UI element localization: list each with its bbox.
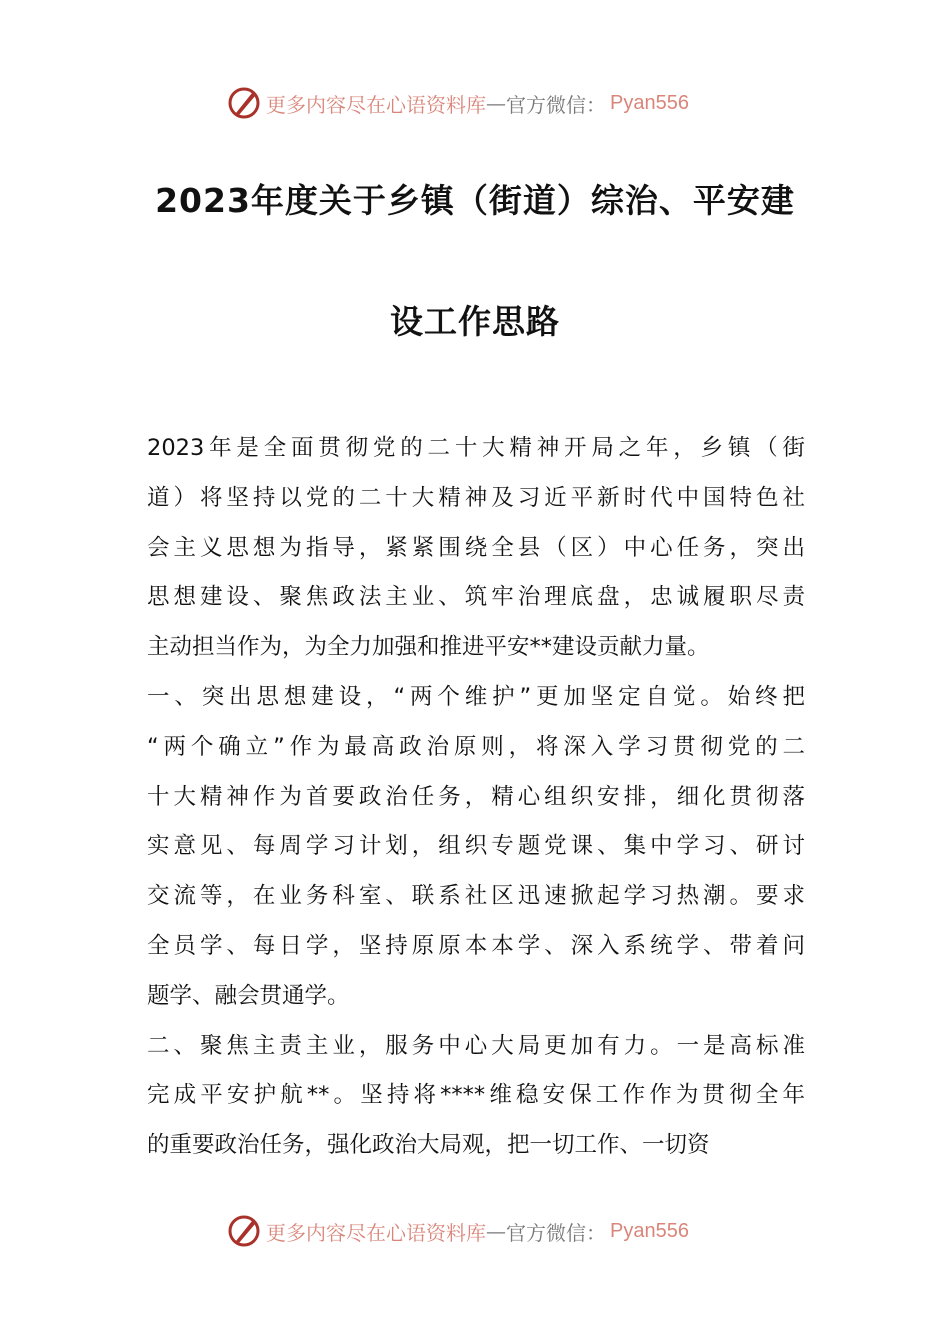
text-line: 十大精神作为首要政治任务，精心组织安排，细化贯彻落 [147, 783, 805, 810]
text-line: 思想建设、聚焦政法主业、筑牢治理底盘，忠诚履职尽责 [147, 584, 805, 611]
pen-logo-icon [226, 1213, 262, 1249]
text-line: 的重要政治任务，强化政治大局观，把一切工作、一切资 [147, 1132, 710, 1159]
text-line: 2023年是全面贯彻党的二十大精神开局之年，乡镇（街 [147, 435, 805, 461]
watermark-footer [226, 1211, 689, 1251]
watermark-dash: — [486, 1219, 506, 1243]
watermark-official: 官方微信： [506, 92, 606, 117]
text-line: 道）将坚持以党的二十大精神及习近平新时代中国特色社 [147, 484, 805, 511]
text-line: 完成平安护航**。坚持将****维稳安保工作作为贯彻全年 [147, 1082, 805, 1109]
watermark-site: 更多内容尽在心语资料库 [266, 92, 486, 117]
watermark-id: Pyan556 [610, 91, 689, 114]
text-line: 会主义思想为指导，紧紧围绕全县（区）中心任务，突出 [147, 534, 805, 561]
watermark-header [226, 83, 689, 123]
text-line: “两个确立”作为最高政治原则，将深入学习贯彻党的二 [147, 733, 805, 760]
pen-logo-icon [226, 85, 262, 121]
text-line: 全员学、每日学，坚持原原本本学、深入系统学、带着问 [147, 932, 805, 959]
document-title-line-1: 2023年度关于乡镇（街道）综治、平安建 [155, 181, 795, 220]
paragraph [147, 677, 805, 1026]
text-line: 交流等，在业务科室、联系社区迅速掀起学习热潮。要求 [147, 883, 805, 910]
paragraph [147, 428, 805, 677]
text-line: 二、聚焦主责主业，服务中心大局更加有力。一是高标准 [147, 1032, 805, 1059]
watermark-id: Pyan556 [610, 1219, 689, 1242]
document-body [147, 428, 805, 1175]
watermark-site: 更多内容尽在心语资料库 [266, 1220, 486, 1245]
watermark-dash: — [486, 91, 506, 115]
watermark-official: 官方微信： [506, 1220, 606, 1245]
text-line: 题学、融会贯通学。 [147, 982, 350, 1009]
text-line: 一、突出思想建设，“两个维护”更加坚定自觉。始终把 [147, 683, 805, 710]
text-line: 主动担当作为，为全力加强和推进平安**建设贡献力量。 [147, 634, 710, 661]
text-line: 实意见、每周学习计划，组织专题党课、集中学习、研讨 [147, 833, 805, 860]
document-title-line-2: 设工作思路 [390, 302, 560, 341]
paragraph [147, 1026, 805, 1175]
